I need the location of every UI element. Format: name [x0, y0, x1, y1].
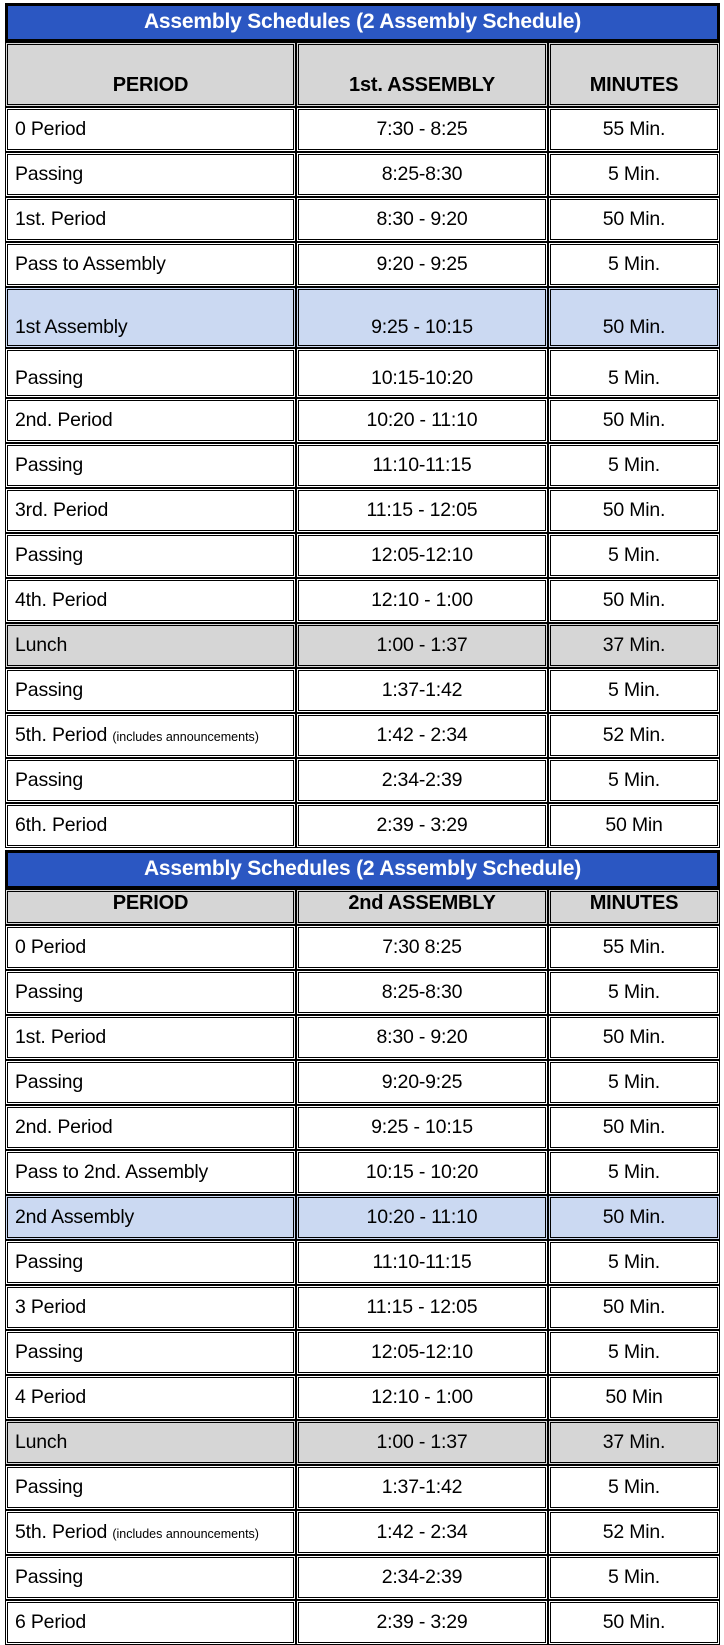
table-row — [5, 1465, 720, 1510]
time-cell: 10:15 - 10:20 — [296, 1150, 548, 1195]
period-label: Passing — [15, 1340, 83, 1363]
period-label: 2nd. Period — [15, 408, 113, 431]
table-row — [5, 107, 720, 152]
period-cell — [5, 970, 296, 1015]
schedule-table — [5, 850, 720, 1645]
minutes-cell: 50 Min — [548, 803, 720, 848]
time-cell: 11:10-11:15 — [296, 443, 548, 488]
period-cell — [5, 1465, 296, 1510]
table-row — [5, 1060, 720, 1105]
table-row — [5, 1420, 720, 1465]
period-label: Pass to Assembly — [15, 252, 166, 275]
table-row — [5, 1150, 720, 1195]
minutes-cell: 5 Min. — [548, 1150, 720, 1195]
minutes-cell: 50 Min. — [548, 398, 720, 443]
minutes-cell: 5 Min. — [548, 348, 720, 398]
time-cell: 9:20-9:25 — [296, 1060, 548, 1105]
table-row — [5, 152, 720, 197]
period-label: 1st Assembly — [15, 316, 128, 339]
minutes-cell: 50 Min. — [548, 1600, 720, 1645]
period-cell — [5, 348, 296, 398]
period-cell — [5, 1105, 296, 1150]
period-cell — [5, 1060, 296, 1105]
period-label: 6th. Period — [15, 813, 108, 836]
minutes-cell: 52 Min. — [548, 713, 720, 758]
period-label: Pass to 2nd. Assembly — [15, 1160, 209, 1183]
minutes-cell: 50 Min — [548, 1375, 720, 1420]
table-row — [5, 758, 720, 803]
schedule-title-row — [5, 3, 720, 42]
minutes-cell: 50 Min. — [548, 197, 720, 242]
table-row — [5, 1240, 720, 1285]
period-cell — [5, 925, 296, 970]
table-row — [5, 1285, 720, 1330]
minutes-cell: 37 Min. — [548, 623, 720, 668]
period-label: 4th. Period — [15, 588, 108, 611]
period-label: 6 Period — [15, 1610, 87, 1633]
time-cell: 1:42 - 2:34 — [296, 713, 548, 758]
period-label: 5th. Period — [15, 1520, 108, 1543]
time-cell: 12:05-12:10 — [296, 1330, 548, 1375]
time-cell: 12:10 - 1:00 — [296, 1375, 548, 1420]
period-label: Passing — [15, 980, 83, 1003]
minutes-cell: 5 Min. — [548, 970, 720, 1015]
schedule-title: Assembly Schedules (2 Assembly Schedule) — [5, 850, 720, 889]
period-label: Lunch — [15, 1430, 68, 1453]
column-header-minutes: MINUTES — [548, 889, 720, 925]
period-cell — [5, 152, 296, 197]
period-cell — [5, 758, 296, 803]
time-cell: 1:37-1:42 — [296, 668, 548, 713]
table-row — [5, 1600, 720, 1645]
minutes-cell: 52 Min. — [548, 1510, 720, 1555]
table-row — [5, 668, 720, 713]
table-row — [5, 1375, 720, 1420]
table-row — [5, 1105, 720, 1150]
table-row — [5, 925, 720, 970]
period-cell — [5, 578, 296, 623]
period-cell — [5, 287, 296, 348]
time-cell: 1:00 - 1:37 — [296, 1420, 548, 1465]
period-cell — [5, 1600, 296, 1645]
column-header-period: PERIOD — [5, 42, 296, 107]
minutes-cell: 50 Min. — [548, 578, 720, 623]
minutes-cell: 5 Min. — [548, 668, 720, 713]
period-label: Passing — [15, 162, 83, 185]
time-cell: 11:10-11:15 — [296, 1240, 548, 1285]
table-row — [5, 533, 720, 578]
schedule-table — [5, 3, 720, 848]
period-cell — [5, 1150, 296, 1195]
period-cell — [5, 623, 296, 668]
column-header-period: PERIOD — [5, 889, 296, 925]
time-cell: 2:34-2:39 — [296, 758, 548, 803]
minutes-cell: 37 Min. — [548, 1420, 720, 1465]
table-row — [5, 970, 720, 1015]
table-row — [5, 443, 720, 488]
table-row — [5, 1015, 720, 1060]
period-cell — [5, 1240, 296, 1285]
table-row — [5, 803, 720, 848]
time-cell: 9:25 - 10:15 — [296, 1105, 548, 1150]
period-label: Passing — [15, 367, 83, 390]
time-cell: 10:15-10:20 — [296, 348, 548, 398]
time-cell: 1:42 - 2:34 — [296, 1510, 548, 1555]
minutes-cell: 50 Min. — [548, 1285, 720, 1330]
period-label: Passing — [15, 1250, 83, 1273]
table-row — [5, 1330, 720, 1375]
schedule-title-row — [5, 850, 720, 889]
time-cell: 10:20 - 11:10 — [296, 1195, 548, 1240]
minutes-cell: 5 Min. — [548, 1465, 720, 1510]
period-label: Passing — [15, 543, 83, 566]
period-label: 3 Period — [15, 1295, 87, 1318]
table-row — [5, 287, 720, 348]
period-label: 3rd. Period — [15, 498, 109, 521]
period-note: (includes announcements) — [112, 729, 259, 744]
time-cell: 7:30 - 8:25 — [296, 107, 548, 152]
table-row — [5, 488, 720, 533]
table-row — [5, 197, 720, 242]
minutes-cell: 50 Min. — [548, 1105, 720, 1150]
period-label: 1st. Period — [15, 1025, 107, 1048]
period-cell — [5, 1510, 296, 1555]
minutes-cell: 5 Min. — [548, 443, 720, 488]
schedule-tables-container — [5, 3, 720, 1645]
period-label: 4 Period — [15, 1385, 87, 1408]
table-row — [5, 1510, 720, 1555]
period-cell — [5, 197, 296, 242]
minutes-cell: 5 Min. — [548, 1240, 720, 1285]
minutes-cell: 5 Min. — [548, 242, 720, 287]
time-cell: 8:25-8:30 — [296, 970, 548, 1015]
time-cell: 11:15 - 12:05 — [296, 488, 548, 533]
period-cell — [5, 713, 296, 758]
table-row — [5, 623, 720, 668]
period-cell — [5, 533, 296, 578]
period-label: 1st. Period — [15, 207, 107, 230]
time-cell: 1:00 - 1:37 — [296, 623, 548, 668]
time-cell: 11:15 - 12:05 — [296, 1285, 548, 1330]
time-cell: 12:10 - 1:00 — [296, 578, 548, 623]
period-label: Lunch — [15, 633, 68, 656]
period-label: Passing — [15, 1475, 83, 1498]
period-cell — [5, 1375, 296, 1420]
minutes-cell: 5 Min. — [548, 758, 720, 803]
column-header-assembly: 1st. ASSEMBLY — [296, 42, 548, 107]
column-header-row — [5, 889, 720, 925]
table-row — [5, 713, 720, 758]
minutes-cell: 50 Min. — [548, 1015, 720, 1060]
period-cell — [5, 1015, 296, 1060]
table-row — [5, 348, 720, 398]
table-row — [5, 578, 720, 623]
time-cell: 2:34-2:39 — [296, 1555, 548, 1600]
schedule-title: Assembly Schedules (2 Assembly Schedule) — [5, 3, 720, 42]
period-cell — [5, 398, 296, 443]
table-row — [5, 1195, 720, 1240]
minutes-cell: 5 Min. — [548, 1555, 720, 1600]
column-header-minutes: MINUTES — [548, 42, 720, 107]
period-cell — [5, 1555, 296, 1600]
minutes-cell: 5 Min. — [548, 1060, 720, 1105]
period-cell — [5, 488, 296, 533]
period-label: 0 Period — [15, 117, 87, 140]
period-label: 2nd. Period — [15, 1115, 113, 1138]
minutes-cell: 50 Min. — [548, 1195, 720, 1240]
period-cell — [5, 1420, 296, 1465]
time-cell: 8:30 - 9:20 — [296, 197, 548, 242]
minutes-cell: 55 Min. — [548, 925, 720, 970]
column-header-row — [5, 42, 720, 107]
time-cell: 9:25 - 10:15 — [296, 287, 548, 348]
time-cell: 10:20 - 11:10 — [296, 398, 548, 443]
column-header-assembly: 2nd ASSEMBLY — [296, 889, 548, 925]
period-label: Passing — [15, 1565, 83, 1588]
period-label: Passing — [15, 1070, 83, 1093]
period-label: 2nd Assembly — [15, 1205, 134, 1228]
table-row — [5, 242, 720, 287]
table-row — [5, 398, 720, 443]
period-cell — [5, 242, 296, 287]
period-label: 0 Period — [15, 935, 87, 958]
period-label: Passing — [15, 678, 83, 701]
time-cell: 7:30 8:25 — [296, 925, 548, 970]
time-cell: 8:25-8:30 — [296, 152, 548, 197]
minutes-cell: 5 Min. — [548, 1330, 720, 1375]
period-cell — [5, 1195, 296, 1240]
minutes-cell: 5 Min. — [548, 533, 720, 578]
period-cell — [5, 107, 296, 152]
time-cell: 2:39 - 3:29 — [296, 803, 548, 848]
period-label: Passing — [15, 768, 83, 791]
table-row — [5, 1555, 720, 1600]
time-cell: 2:39 - 3:29 — [296, 1600, 548, 1645]
time-cell: 8:30 - 9:20 — [296, 1015, 548, 1060]
period-cell — [5, 1285, 296, 1330]
period-cell — [5, 668, 296, 713]
minutes-cell: 5 Min. — [548, 152, 720, 197]
period-cell — [5, 1330, 296, 1375]
time-cell: 9:20 - 9:25 — [296, 242, 548, 287]
minutes-cell: 55 Min. — [548, 107, 720, 152]
time-cell: 12:05-12:10 — [296, 533, 548, 578]
period-label: Passing — [15, 453, 83, 476]
period-cell — [5, 443, 296, 488]
period-label: 5th. Period — [15, 723, 108, 746]
time-cell: 1:37-1:42 — [296, 1465, 548, 1510]
minutes-cell: 50 Min. — [548, 488, 720, 533]
period-note: (includes announcements) — [112, 1526, 259, 1541]
period-cell — [5, 803, 296, 848]
minutes-cell: 50 Min. — [548, 287, 720, 348]
